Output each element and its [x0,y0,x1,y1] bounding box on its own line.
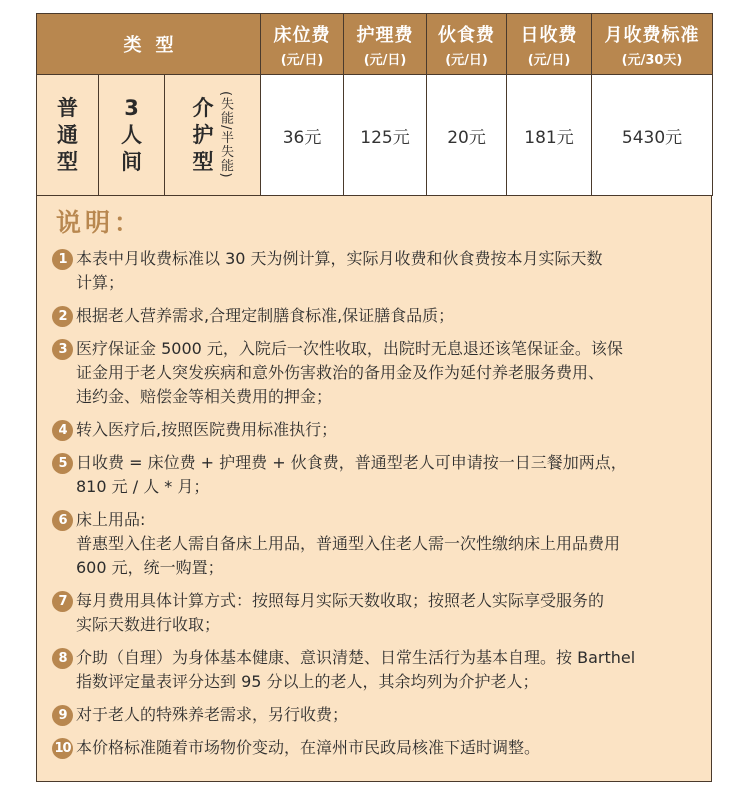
header-bed-fee-label: 床位费 [273,24,331,46]
number-badge: 9 [52,705,73,726]
category-cell [37,75,99,196]
room-char: 人 [121,122,142,147]
category-char: 普 [57,95,78,120]
number-badge: 10 [52,738,73,759]
bed-fee-value: 36元 [261,75,344,196]
header-care-fee-unit: (元/日) [363,52,407,68]
note-line: 指数评定量表评分达到 95 分以上的老人，其余均列为介护老人； [76,672,539,691]
note-text [76,337,707,409]
note-line: 本价格标准随着市场物价变动，在漳州市民政局核准下适时调整。 [76,738,541,757]
care-level-cell [165,75,261,196]
number-badge: 4 [52,420,73,441]
note-line: 普惠型入住老人需自备床上用品，普通型入住老人需一次性缴纳床上用品费用 [76,534,621,553]
note-line: 床上用品: [76,510,146,529]
note-line: 每月费用具体计算方式：按照每月实际天数收取；按照老人实际享受服务的 [76,591,605,610]
header-daily-fee [507,14,592,75]
note-line: 违约金、赔偿金等相关费用的押金； [76,387,333,406]
note-text [76,589,707,637]
list-item [52,247,707,295]
daily-fee-value: 181元 [507,75,592,196]
room-cell [99,75,165,196]
list-item [52,418,707,442]
list-item [52,304,707,328]
list-item [52,451,707,499]
number-badge: 2 [52,306,73,327]
header-monthly-fee-label: 月收费标准 [604,24,700,46]
notes-list [52,247,707,760]
note-text [76,508,707,580]
note-text [76,418,707,442]
note-line: 日收费 = 床位费 + 护理费 + 伙食费，普通型老人可申请按一日三餐加两点， [76,453,627,472]
header-meal-fee-label: 伙食费 [438,24,496,46]
list-item [52,508,707,580]
note-text [76,247,707,295]
number-badge: 5 [52,453,73,474]
number-badge: 3 [52,339,73,360]
room-char: 间 [121,149,142,174]
monthly-fee-value: 5430元 [592,75,713,196]
number-badge: 6 [52,510,73,531]
note-line: 根据老人营养需求,合理定制膳食标准,保证膳食品质； [76,306,455,325]
note-line: 计算； [76,273,125,292]
room-char: 3 [124,95,139,120]
number-badge: 1 [52,249,73,270]
note-line: 医疗保证金 5000 元，入院后一次性收取，出院时无息退还该笔保证金。该保 [76,339,623,358]
table-row [37,75,713,196]
note-text [76,304,707,328]
note-text [76,451,707,499]
list-item [52,589,707,637]
meal-fee-value: 20元 [427,75,507,196]
note-line: 600 元，统一购置； [76,558,224,577]
note-line: 转入医疗后,按照医院费用标准执行； [76,420,338,439]
list-item [52,646,707,694]
notes-section [52,203,707,769]
note-line: 实际天数进行收取； [76,615,221,634]
header-daily-fee-unit: (元/日) [527,52,571,68]
note-text [76,703,707,727]
note-text [76,736,707,760]
header-bed-fee-unit: (元/日) [280,52,324,68]
header-daily-fee-label: 日收费 [520,24,578,46]
table-header-row [37,14,713,75]
note-line: 810 元 / 人 * 月； [76,477,210,496]
care-level-char: 型 [192,149,214,174]
note-line: 对于老人的特殊养老需求，另行收费； [76,705,349,724]
number-badge: 7 [52,591,73,612]
note-line: 证金用于老人突发疾病和意外伤害救治的备用金及作为延付养老服务费用、 [76,363,605,382]
header-care-fee [344,14,427,75]
header-meal-fee-unit: (元/日) [445,52,488,68]
number-badge: 8 [52,648,73,669]
care-fee-value: 125元 [344,75,427,196]
care-level-char: 介 [192,95,214,120]
header-care-fee-label: 护理费 [356,24,414,46]
list-item [52,736,707,760]
header-bed-fee [261,14,344,75]
header-monthly-fee-unit: (元/30天) [621,52,683,68]
header-type [37,14,261,75]
category-char: 通 [57,122,78,147]
list-item [52,337,707,409]
note-line: 介助（自理）为身体基本健康、意识清楚、日常生活行为基本自理。按 Barthel [76,648,636,667]
header-monthly-fee [592,14,713,75]
note-text [76,646,707,694]
notes-title: 说明： [56,208,144,237]
care-level-note: (失能/半失能) [218,91,233,179]
price-table [36,13,713,196]
note-line: 本表中月收费标准以 30 天为例计算，实际月收费和伙食费按本月实际天数 [76,249,603,268]
list-item [52,703,707,727]
care-level-char: 护 [192,122,214,147]
header-meal-fee [427,14,507,75]
category-char: 型 [57,149,78,174]
header-type-label: 类型 [123,35,188,56]
